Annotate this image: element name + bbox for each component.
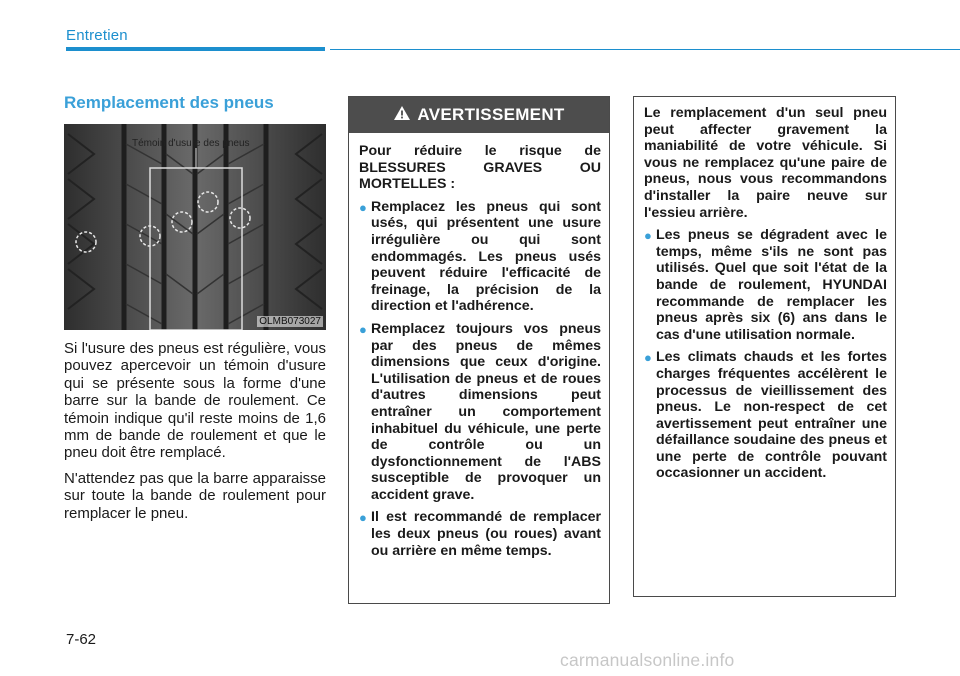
warning-bullet-text: Remplacez les pneus qui sont usés, qui présentent une usure irrégulière ou qui sont endommagés. Les pneus usés peuvent réduire l'efficacité de freinage, la précision de la direction et l'adhérence. bbox=[371, 198, 601, 315]
warning-title: AVERTISSEMENT bbox=[417, 105, 565, 124]
continuation-content bbox=[634, 97, 895, 482]
header-rule-thin bbox=[330, 49, 960, 50]
continuation-intro: Le remplacement d'un seul pneu peut affecter gravement la maniabilité de votre véhicule. Si vous ne remplacez qu'une paire de pneus, nous vous recommandons d'installer la paire neuve sur l'essieu arrière. bbox=[644, 105, 887, 221]
bullet-dot-icon: ● bbox=[644, 228, 652, 244]
tire-tread-figure bbox=[64, 124, 326, 330]
warning-triangle-icon bbox=[393, 105, 411, 126]
figure-code: OLMB073027 bbox=[259, 316, 321, 327]
warning-content bbox=[349, 133, 609, 559]
warning-continuation-box bbox=[633, 96, 896, 597]
bullet-dot-icon: ● bbox=[359, 199, 367, 215]
bullet-dot-icon: ● bbox=[359, 510, 367, 526]
warning-bullet bbox=[359, 199, 601, 315]
page-number: 7-62 bbox=[66, 631, 97, 648]
bullet-dot-icon: ● bbox=[644, 350, 652, 366]
warning-bullets bbox=[359, 199, 601, 559]
body-paragraph: Si l'usure des pneus est régulière, vous pouvez apercevoir un témoin d'usure qui se présente sous la forme d'une barre sur la bande de roulement. Ce témoin indique qu'il reste moins de 1,6 mm de bande de roulement et que le pneu doit être remplacé. bbox=[64, 340, 326, 462]
warning-header bbox=[349, 97, 609, 133]
chapter-title: Entretien bbox=[66, 27, 128, 44]
warning-box bbox=[348, 96, 610, 604]
continuation-bullets bbox=[644, 227, 887, 482]
continuation-bullet-text: Les pneus se dégradent avec le temps, même s'ils ne sont pas utilisés. Quel que soit l'état de la bande de roulement, HYUNDAI recommande de remplacer les pneus après six (6) ans dans le cas d'une utilisation normale. bbox=[656, 227, 887, 343]
continuation-bullet bbox=[644, 349, 887, 482]
warning-bullet-text: Remplacez toujours vos pneus par des pneus de mêmes dimensions que ceux d'origine. L'utilisation de pneus et de roues d'autres dimensions peut entraîner un comportement inhabituel du véhicule, une perte de contrôle ou un dysfonctionnement de l'ABS susceptible de provoquer un accident grave. bbox=[371, 320, 601, 503]
header-rule-thick bbox=[66, 47, 325, 51]
body-text bbox=[64, 340, 326, 530]
bullet-dot-icon: ● bbox=[359, 321, 367, 337]
watermark: carmanualsonline.info bbox=[560, 650, 735, 670]
warning-bullet bbox=[359, 509, 601, 559]
figure-label: Témoin d'usure des pneus bbox=[132, 138, 250, 149]
body-paragraph: N'attendez pas que la barre apparaisse sur toute la bande de roulement pour remplacer le pneu. bbox=[64, 469, 326, 522]
tire-tread-illustration bbox=[64, 124, 326, 330]
warning-bullet-text: Il est recommandé de remplacer les deux pneus (ou roues) avant ou arrière en même temps. bbox=[371, 509, 601, 559]
warning-intro: Pour réduire le risque de BLESSURES GRAVES OU MORTELLES : bbox=[359, 143, 601, 193]
continuation-bullet bbox=[644, 227, 887, 343]
warning-bullet bbox=[359, 321, 601, 504]
section-title: Remplacement des pneus bbox=[64, 93, 274, 112]
continuation-bullet-text: Les climats chauds et les fortes charges fréquentes accélèrent le processus de vieillissement des pneus. Le non-respect de cet avertissement peut entraîner une défaillance soudaine des pneus et une perte de contrôle pouvant occasionner un accident. bbox=[656, 349, 887, 482]
